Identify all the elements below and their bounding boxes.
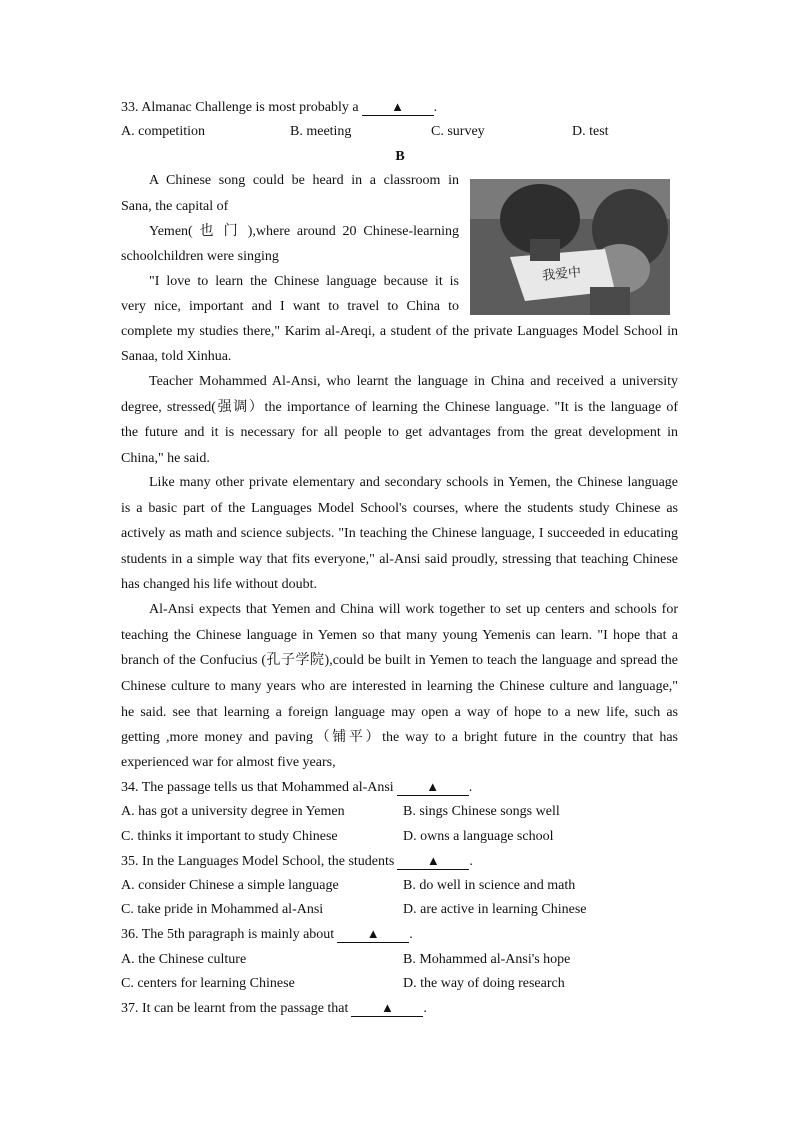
passage-line-2: Sana, the capital of <box>121 199 229 214</box>
question-36-end: . <box>409 927 413 942</box>
passage-line-19: teaching the Chinese language in Yemen so that many young Yemenis can learn. "I hope that a <box>121 628 678 643</box>
question-36 <box>121 925 413 945</box>
question-33 <box>121 98 437 118</box>
q35-option-a: A. consider Chinese a simple language <box>121 878 339 893</box>
passage-line-16: students in a simple way that fits everyone," al-Ansi said proudly, stressing that teaching Chinese <box>121 552 678 567</box>
passage-line-13: Like many other private elementary and secondary schools in Yemen, the Chinese language <box>149 475 678 490</box>
q36-option-c: C. centers for learning Chinese <box>121 976 295 991</box>
section-label: B <box>395 149 405 164</box>
passage-line-23: getting ,more money and paving（铺平）the way to a bright future in the country that has <box>121 730 678 745</box>
passage-line-21: Chinese culture to many years who are interested in learning the Chinese culture and language," <box>121 679 678 694</box>
answer-blank-35 <box>397 854 469 870</box>
q36-option-b: B. Mohammed al-Ansi's hope <box>403 952 571 967</box>
passage-line-10: degree, stressed(强调）the importance of learning the Chinese language. "It is the language of <box>121 400 678 415</box>
question-37 <box>121 999 427 1019</box>
passage-line-1: A Chinese song could be heard in a classroom in <box>149 173 459 188</box>
q34-option-c: C. thinks it important to study Chinese <box>121 829 338 844</box>
q36-option-d: D. the way of doing research <box>403 976 565 991</box>
passage-line-4: schoolchildren were singing <box>121 249 279 264</box>
answer-blank-36 <box>337 927 409 943</box>
question-33-end: . <box>433 100 438 115</box>
passage-line-5: "I love to learn the Chinese language because it is <box>149 274 459 289</box>
q33-option-a: A. competition <box>121 124 205 139</box>
question-34-stem: 34. The passage tells us that Mohammed al-Ansi <box>121 780 394 795</box>
passage-line-11: the future and it is necessary for all people to get advantages from the great development in <box>121 425 678 440</box>
passage-line-9: Teacher Mohammed Al-Ansi, who learnt the language in China and received a university <box>149 374 678 389</box>
passage-line-15: actively as math and science subjects. "In teaching the Chinese language, I succeeded in educating <box>121 526 678 541</box>
question-34 <box>121 778 472 798</box>
passage-line-7: complete my studies there," Karim al-Areqi, a student of the private Languages Model School in <box>121 324 678 339</box>
q35-option-d: D. are active in learning Chinese <box>403 902 587 917</box>
passage-line-8: Sanaa, told Xinhua. <box>121 349 232 364</box>
passage-line-3: Yemen( 也 门 ),where around 20 Chinese-learning <box>149 224 459 239</box>
classroom-photo-graphic <box>470 179 670 315</box>
triangle-icon: ▲ <box>366 926 380 941</box>
answer-blank-37 <box>351 1001 423 1017</box>
question-36-stem: 36. The 5th paragraph is mainly about <box>121 927 335 942</box>
triangle-icon: ▲ <box>391 99 404 114</box>
q35-option-c: C. take pride in Mohammed al-Ansi <box>121 902 324 917</box>
question-35-stem: 35. In the Languages Model School, the students <box>121 854 395 869</box>
q34-option-a: A. has got a university degree in Yemen <box>121 804 345 819</box>
passage-line-24: experienced war for almost five years, <box>121 755 336 770</box>
passage-line-20: branch of the Confucius (孔子学院),could be built in Yemen to teach the language and spread the <box>121 653 678 668</box>
passage-line-17: has changed his life without doubt. <box>121 577 317 592</box>
classroom-photo <box>470 179 670 315</box>
q35-option-b: B. do well in science and math <box>403 878 576 893</box>
question-35 <box>121 852 473 872</box>
q36-option-a: A. the Chinese culture <box>121 952 247 967</box>
passage-line-12: China," he said. <box>121 451 210 466</box>
question-37-end: . <box>423 1001 427 1016</box>
q33-option-d: D. test <box>572 124 609 139</box>
q33-option-b: B. meeting <box>290 124 352 139</box>
question-37-stem: 37. It can be learnt from the passage that <box>121 1001 349 1016</box>
q34-option-b: B. sings Chinese songs well <box>403 804 560 819</box>
triangle-icon: ▲ <box>426 853 440 868</box>
triangle-icon: ▲ <box>426 779 440 794</box>
passage-line-22: he said. see that learning a foreign language may open a way of hope to a new life, such as <box>121 705 678 720</box>
passage-line-6: very nice, important and I want to travel to China to <box>121 299 459 314</box>
photo-sign-text: 我爱中 <box>541 265 582 285</box>
q34-option-d: D. owns a language school <box>403 829 554 844</box>
q33-option-c: C. survey <box>431 124 485 139</box>
question-34-end: . <box>468 780 473 795</box>
triangle-icon: ▲ <box>380 1000 394 1015</box>
question-33-stem: 33. Almanac Challenge is most probably a <box>121 100 359 115</box>
answer-blank-33 <box>362 100 434 116</box>
passage-line-18: Al-Ansi expects that Yemen and China will work together to set up centers and schools for <box>149 602 678 617</box>
question-35-end: . <box>469 854 473 869</box>
passage-line-14: is a basic part of the Languages Model School's courses, where the students study Chinese as <box>121 501 678 516</box>
answer-blank-34 <box>397 780 469 796</box>
